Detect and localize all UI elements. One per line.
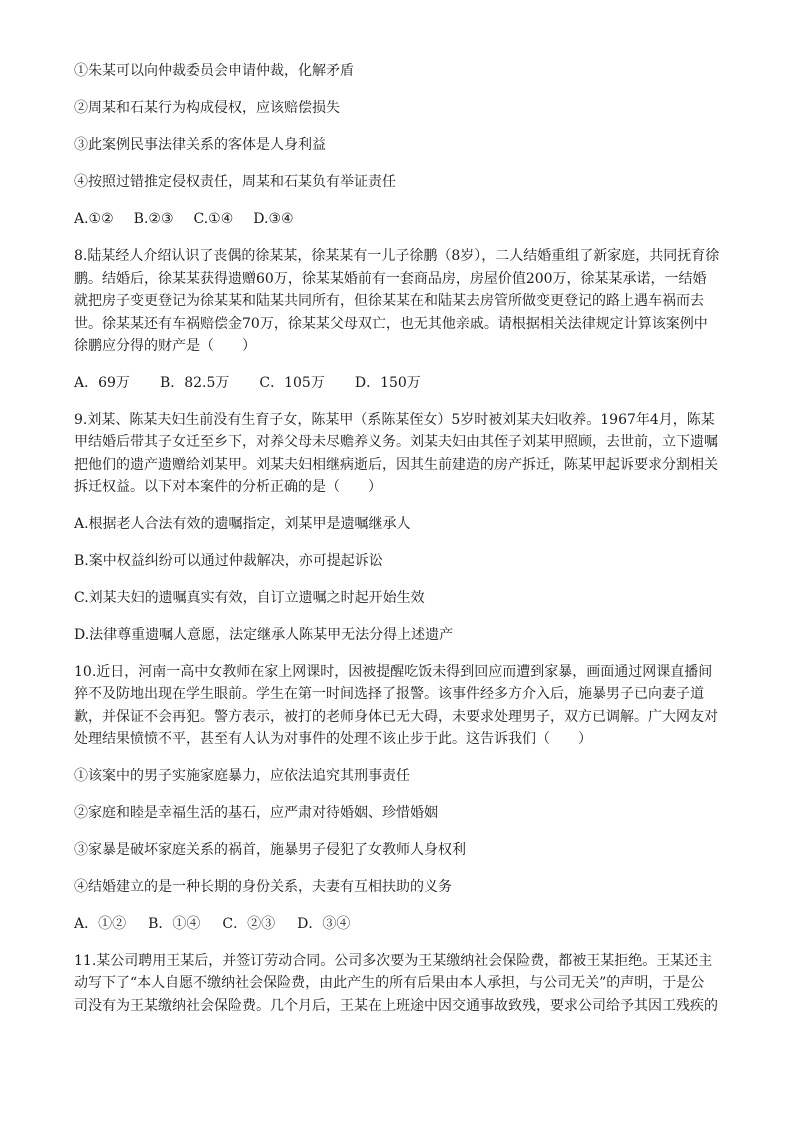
q8-stem-line-3: 就把房子变更登记为徐某某和陆某共同所有，但徐某某在和陆某去房管所做变更登记的路上遇车祸而去 (74, 293, 704, 309)
q8-stem-line-4: 世。徐某某还有车祸赔偿金70万，徐某某父母双亡，也无其他亲戚。请根据相关法律规定计算该案例中 (74, 315, 708, 332)
q10-stem-line-1: 10.近日，河南一高中女教师在家上网课时，因被提醒吃饭未得到回应而遭到家暴，画面通过网课直播间 (74, 663, 713, 680)
q10-option-2: ②家庭和睦是幸福生活的基石，应严肃对待婚姻、珍惜婚姻 (74, 804, 438, 821)
q9-stem-line-1: 9.刘某、陈某夫妇生前没有生育子女，陈某甲（系陈某侄女）5岁时被刘某夫妇收养。1967年4月，陈某 (74, 411, 715, 428)
q9-option-a: A.根据老人合法有效的遗嘱指定，刘某甲是遗嘱继承人 (74, 515, 411, 532)
q11-stem-line-1: 11.某公司聘用王某后，并签订劳动合同。公司多次要为王某缴纳社会保险费，都被王某拒绝。王某还主 (74, 952, 713, 969)
q8-choice-a: A．69万 (74, 374, 130, 391)
q10-answer-choices (74, 913, 720, 935)
q8-stem-line-5: 徐鹏应分得的财产是（ ） (74, 338, 256, 354)
q7-choice-d: D.③④ (253, 211, 294, 227)
q8-stem-line-1: 8.陆某经人介绍认识了丧偶的徐某某，徐某某有一儿子徐鹏（8岁），二人结婚重组了新家庭，共同抚育徐 (74, 248, 720, 264)
q7-option-4: ④按照过错推定侵权责任，周某和石某负有举证责任 (74, 174, 396, 190)
q10-option-3: ③家暴是破坏家庭关系的祸首，施暴男子侵犯了女教师人身权利 (74, 841, 466, 858)
q10-option-1: ①该案中的男子实施家庭暴力，应依法追究其刑事责任 (74, 767, 410, 784)
q8-choice-b: B．82.5万 (159, 374, 230, 391)
q8-stem (74, 245, 720, 358)
q9-option-d: D.法律尊重遗嘱人意愿，法定继承人陈某甲无法分得上述遗产 (74, 626, 454, 643)
q9-stem-line-3: 把他们的遗产遗赠给刘某甲。刘某夫妇相继病逝后，因其生前建造的房产拆迁，陈某甲起诉要求分割相关 (74, 456, 718, 473)
q10-choice-c: C．②③ (222, 915, 276, 932)
q7-option-3: ③此案例民事法律关系的客体是人身利益 (74, 137, 326, 153)
q11-block (74, 950, 720, 1018)
q7-choice-b: B.②③ (133, 211, 174, 227)
q10-option-4: ④结婚建立的是一种长期的身份关系，夫妻有互相扶助的义务 (74, 878, 452, 895)
q9-block (74, 409, 720, 646)
q7-choice-a: A.①② (74, 211, 114, 227)
q9-stem (74, 409, 720, 499)
q7-choice-c: C.①④ (193, 211, 234, 227)
q8-stem-line-2: 鹏。结婚后，徐某某获得遗赠60万，徐某某婚前有一套商品房，房屋价值200万，徐某某承诺，一结婚 (74, 270, 707, 287)
q8-answer-choices (74, 372, 720, 394)
q10-choice-d: D．③④ (297, 915, 351, 932)
q8-block (74, 245, 720, 394)
q10-stem-line-4: 处理结果愤愤不平，甚至有人认为对事件的处理不该止步于此。这告诉我们（ ） (74, 731, 592, 747)
q7-answer-choices (74, 208, 720, 230)
q8-choice-d: D．150万 (354, 374, 421, 391)
q7-option-1: ①朱某可以向仲裁委员会申请仲裁，化解矛盾 (74, 63, 354, 79)
q7-option-2: ②周某和石某行为构成侵权，应该赔偿损失 (74, 100, 340, 116)
q7-block (74, 60, 720, 230)
q10-stem (74, 661, 720, 751)
q10-choice-a: A．①② (74, 915, 127, 932)
q11-stem (74, 950, 720, 1018)
q10-choice-b: B．①④ (148, 915, 201, 932)
q10-block (74, 661, 720, 935)
q9-stem-line-4: 拆迁权益。以下对本案件的分析正确的是（ ） (74, 479, 382, 495)
q9-option-c: C.刘某夫妇的遗嘱真实有效，自订立遗嘱之时起开始生效 (74, 589, 425, 606)
q9-stem-line-2: 甲结婚后带其子女迁至乡下，对养父母未尽赡养义务。刘某夫妇由其侄子刘某甲照顾，去世前，立下遗嘱 (74, 434, 718, 450)
q11-stem-line-2: 动写下了“本人自愿不缴纳社会保险费，由此产生的所有后果由本人承担，与公司无关”的声明，于是公 (74, 975, 705, 991)
q8-choice-c: C．105万 (259, 374, 325, 391)
q9-option-b: B.案中权益纠纷可以通过仲裁解决，亦可提起诉讼 (74, 552, 383, 569)
q11-stem-line-3: 司没有为王某缴纳社会保险费。几个月后，王某在上班途中因交通事故致残，要求公司给予其因工残疾的 (74, 997, 718, 1014)
q10-stem-line-2: 猝不及防地出现在学生眼前。学生在第一时间选择了报警。该事件经多方介入后，施暴男子已向妻子道 (74, 686, 704, 702)
q10-stem-line-3: 歉，并保证不会再犯。警方表示，被打的老师身体已无大碍，未要求处理男子，双方已调解。广大网友对 (74, 708, 718, 725)
